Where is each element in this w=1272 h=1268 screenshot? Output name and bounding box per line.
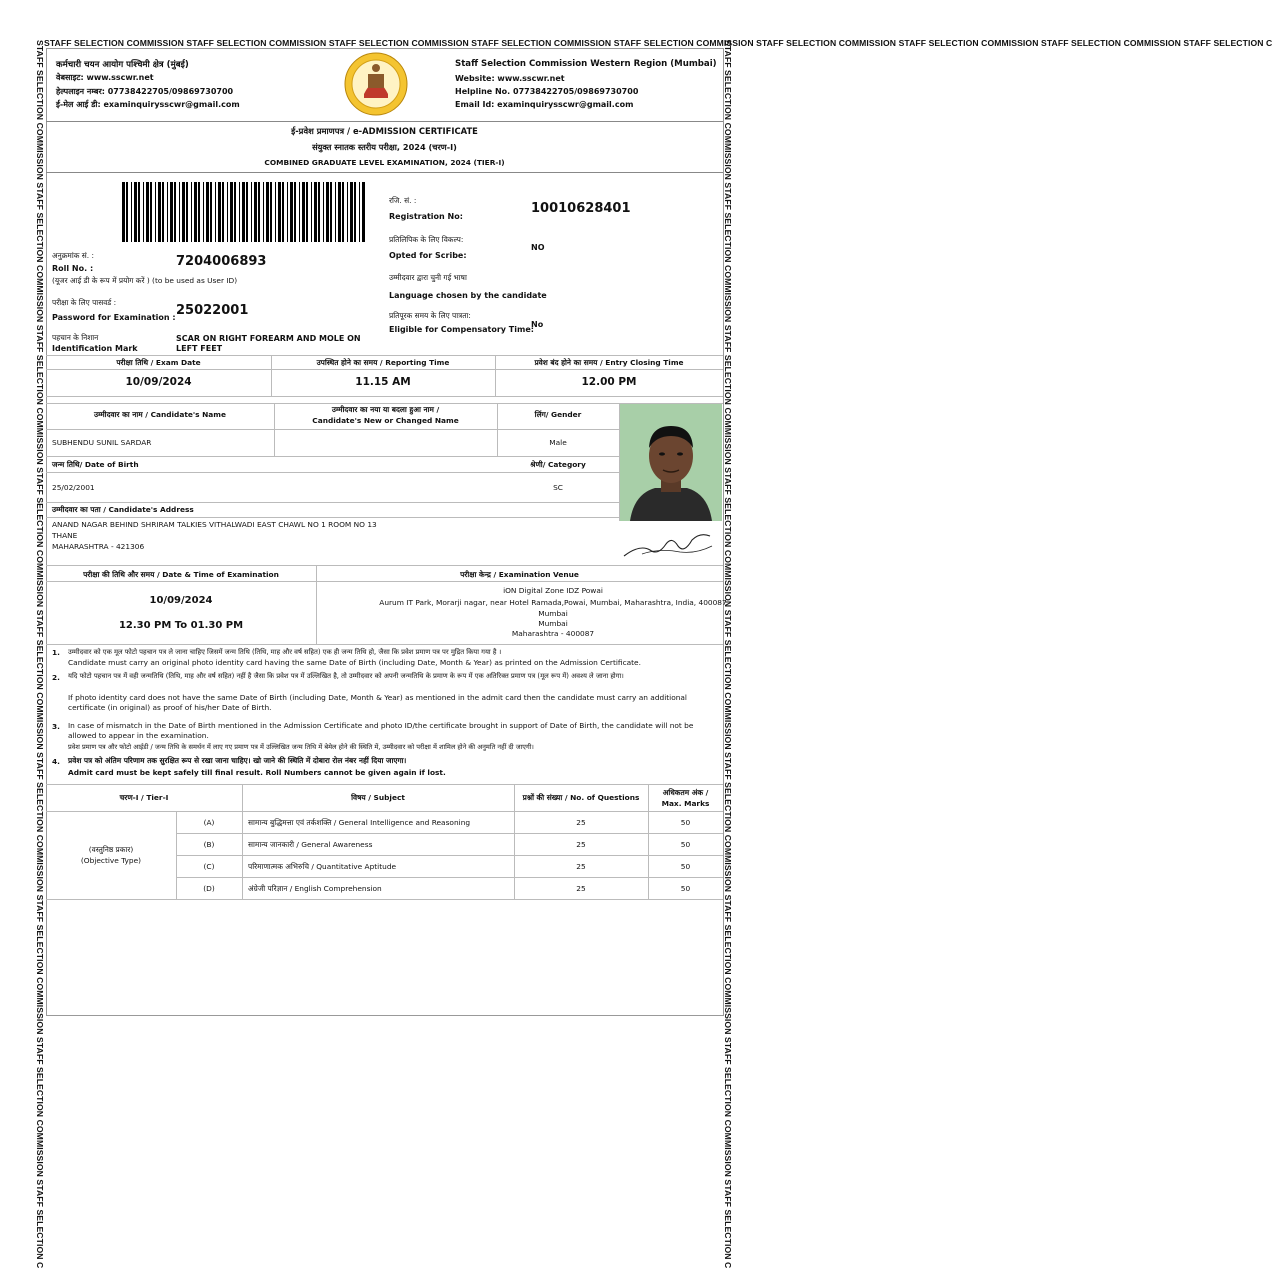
instruction-item: 3. In case of mismatch in the Date of Birth mentioned in the Admission Certificate and photo ID/the certificate brought in support of Date of Birth, the candidate will not be allowed to appear in the examination. प्रवेश प्रमाण पत्र और फोटो आईडी / जन्म तिथि के समर्थन में लाए गए प्रमाण पत्र में उल्लिखित जन्म तिथि में बेमेल होने की स्थिति में, उम्मीदवार को परीक्षा में शामिल होने की अनुमति नहीं दी जाएगी। — [52, 721, 694, 751]
table-row-marks: 50 — [680, 884, 691, 893]
address-line-3: MAHARASHTRA - 421306 — [52, 542, 145, 551]
reg-label-hindi: रजि. सं. : — [389, 196, 417, 205]
scribe-label: Opted for Scribe: — [389, 251, 467, 260]
idmark-label-hindi: पहचान के निशान — [52, 333, 99, 342]
table-row-subject: सामान्य बुद्धिमत्ता एवं तर्कशक्ति / General Intelligence and Reasoning — [248, 818, 471, 827]
table-row-questions: 25 — [576, 884, 586, 893]
entry-closing-label: प्रवेश बंद होने का समय / Entry Closing Time — [534, 358, 684, 367]
border-text-left: STAFF SELECTION COMMISSION STAFF SELECTION COMMISSION STAFF SELECTION COMMISSION STAFF SELECTION COMMISSION STAFF SELECTION COMMISSION STAFF SELECTION COMMISSION STAFF SELECTION COMMISSION STAFF SELECTION COMMISSION STAFF SELECTION C — [35, 40, 45, 1268]
gender-label: लिंग/ Gender — [534, 410, 582, 419]
venue-line-3: Mumbai — [538, 609, 568, 618]
scribe-label-hindi: प्रतिलिपिक के लिए विकल्प: — [389, 235, 464, 244]
table-row-questions: 25 — [576, 840, 586, 849]
hindi-website: वेबसाइट: www.sscwr.net — [56, 73, 154, 82]
roll-note: (यूजर आई डी के रूप में प्रयोग करें ) (to be used as User ID) — [52, 276, 238, 285]
exam-date-value: 10/09/2024 — [149, 595, 213, 606]
email: Email Id: examinquirysscwr@gmail.com — [455, 100, 634, 109]
password-label-hindi: परीक्षा के लिए पासवर्ड : — [52, 298, 117, 307]
new-name-label-2: Candidate's New or Changed Name — [312, 416, 459, 425]
idmark-label: Identification Mark — [52, 344, 138, 353]
emblem-logo — [344, 50, 408, 118]
max-marks-header: Max. Marks — [661, 799, 710, 808]
venue-line-1: iON Digital Zone IDZ Powai — [503, 586, 603, 595]
comp-label-hindi: प्रतिपूरक समय के लिए पात्रता: — [389, 311, 471, 320]
table-row-subject: परिमाणात्मक अभिरुचि / Quantitative Aptitude — [248, 862, 397, 871]
category-value: SC — [553, 483, 563, 492]
table-row-part: (C) — [203, 862, 215, 871]
roll-label: Roll No. : — [52, 264, 94, 273]
border-text-top: STAFF SELECTION COMMISSION STAFF SELECTION COMMISSION STAFF SELECTION COMMISSION STAFF SELECTION COMMISSION STAFF SELECTION COMMISSION STAFF SELECTION COMMISSION STAFF SELECTION COMMISSION STAFF SELECTION COMMISSION STAFF SELECTION C — [44, 38, 1272, 48]
instruction-item: 1. उम्मीदवार को एक मूल फोटो पहचान पत्र ले जाना चाहिए जिसमें जन्म तिथि (तिथि, माह और वर्ष सहित) एक ही जन्म तिथि हो, जैसा कि प्रवेश प्रमाण पत्र पर मुद्रित किया गया है । Candidate must carry an original photo identity card having the same Date of Birth (including Date, Month & Year) as printed on the Admission Certificate. — [52, 648, 641, 667]
venue-line-4: Mumbai — [538, 619, 568, 628]
scribe-value: NO — [531, 243, 545, 252]
venue-line-5: Maharashtra - 400087 — [511, 629, 595, 638]
barcode — [120, 182, 370, 244]
max-marks-header-hindi: अधिकतम अंक / — [662, 788, 709, 797]
entry-closing-time: 12.00 PM — [581, 376, 637, 388]
table-row-part: (D) — [203, 884, 215, 893]
name-label: उम्मीदवार का नाम / Candidate's Name — [93, 410, 227, 419]
subtitle-hindi: संयुक्त स्नातक स्तरीय परीक्षा, 2024 (चरण-I) — [312, 142, 457, 152]
exam-datetime-label: परीक्षा की तिथि और समय / Date & Time of Examination — [83, 570, 279, 579]
table-row-marks: 50 — [680, 840, 691, 849]
table-row-questions: 25 — [576, 818, 586, 827]
roll-number: 7204006893 — [176, 254, 267, 269]
password-label: Password for Examination : — [52, 313, 176, 322]
questions-header: प्रश्नों की संख्या / No. of Questions — [522, 793, 640, 802]
type-hindi: (वस्तुनिष्ठ प्रकार) — [88, 845, 134, 854]
table-row-part: (B) — [203, 840, 215, 849]
hindi-org-name: कर्मचारी चयन आयोग पश्चिमी क्षेत्र (मुंबई) — [56, 60, 189, 70]
candidate-photo — [620, 404, 722, 521]
dob-label: जन्म तिथि/ Date of Birth — [52, 460, 139, 469]
instructions — [52, 647, 716, 780]
helpline: Helpline No. 07738422705/09869730700 — [455, 87, 639, 96]
candidate-name: SUBHENDU SUNIL SARDAR — [52, 438, 152, 447]
subtitle: COMBINED GRADUATE LEVEL EXAMINATION, 2024 (TIER-I) — [264, 158, 505, 167]
exam-venue-label: परीक्षा केन्द्र / Examination Venue — [460, 570, 579, 579]
idmark-value: SCAR ON RIGHT FOREARM AND MOLE ON LEFT FEET — [176, 334, 361, 353]
address-label: उम्मीदवार का पता / Candidate's Address — [52, 505, 194, 514]
lang-label: Language chosen by the candidate — [389, 291, 547, 300]
type-english: (Objective Type) — [80, 856, 142, 865]
exam-date: 10/09/2024 — [125, 376, 192, 388]
registration-number: 10010628401 — [531, 201, 631, 216]
website: Website: www.sscwr.net — [455, 74, 565, 83]
comp-value: No — [531, 320, 544, 329]
table-row-marks: 50 — [680, 818, 691, 827]
roll-label-hindi: अनुक्रमांक सं. : — [52, 251, 94, 260]
category-label: श्रेणी/ Category — [530, 460, 586, 469]
subject-header: विषय / Subject — [351, 793, 405, 802]
venue-line-2: Aurum IT Park, Morarji nagar, near Hotel Ramada,Powai, Mumbai, Maharashtra, India, 400087 — [379, 598, 727, 607]
gender-value: Male — [549, 438, 567, 447]
lang-label-hindi: उम्मीदवार द्वारा चुनी गई भाषा — [389, 273, 467, 282]
table-row-part: (A) — [203, 818, 215, 827]
tier-header: चरण-I / Tier-I — [119, 793, 169, 802]
dob-value: 25/02/2001 — [52, 483, 95, 492]
new-name-label-1: उम्मीदवार का नया या बदला हुआ नाम / — [331, 405, 440, 414]
hindi-email: ई-मेल आई डी: examinquirysscwr@gmail.com — [56, 100, 240, 109]
hindi-helpline: हेल्पलाइन नम्बर: 07738422705/09869730700 — [56, 87, 234, 96]
password-value: 25022001 — [176, 303, 249, 318]
table-row-marks: 50 — [680, 862, 691, 871]
comp-label: Eligible for Compensatory Time: — [389, 325, 534, 334]
candidate-signature — [620, 526, 720, 562]
exam-time-value: 12.30 PM To 01.30 PM — [118, 620, 244, 631]
org-name: Staff Selection Commission Western Region (Mumbai) — [455, 59, 717, 69]
exam-date-label: परीक्षा तिथि / Exam Date — [116, 358, 201, 367]
reporting-time-label: उपस्थित होने का समय / Reporting Time — [316, 358, 450, 367]
address-line-2: THANE — [52, 531, 78, 540]
address-line-1: ANAND NAGAR BEHIND SHRIRAM TALKIES VITHALWADI EAST CHAWL NO 1 ROOM NO 13 — [52, 520, 377, 529]
table-row-questions: 25 — [576, 862, 586, 871]
reporting-time: 11.15 AM — [355, 376, 411, 388]
table-row-subject: सामान्य जानकारी / General Awareness — [248, 840, 373, 849]
page-title: ई-प्रवेश प्रमाणपत्र / e-ADMISSION CERTIFICATE — [291, 126, 478, 136]
instruction-item: 2. यदि फोटो पहचान पत्र में वही जन्मतिथि (तिथि, माह और वर्ष सहित) नहीं है जैसा कि प्रवेश पत्र में उल्लिखित है, तो उम्मीदवार को अपनी जन्मतिथि के प्रमाण के रूप में एक अतिरिक्त प्रमाण पत्र (मूल रूप में) अवश्य ले जाना होगा। If photo identity card does not have the same Date of Birth (including Date, Month & Year) as mentioned in the admit card then the candidate must carry an additional certificate (in original) as proof of his/her Date of Birth. — [52, 672, 687, 712]
border-text-right: STAFF SELECTION COMMISSION STAFF SELECTION COMMISSION STAFF SELECTION COMMISSION STAFF SELECTION COMMISSION STAFF SELECTION COMMISSION STAFF SELECTION COMMISSION STAFF SELECTION COMMISSION STAFF SELECTION COMMISSION STAFF SELECTION C — [723, 40, 733, 1268]
reg-label: Registration No: — [389, 212, 463, 221]
instruction-item: 4. प्रवेश पत्र को अंतिम परिणाम तक सुरक्षित रूप से रखा जाना चाहिए। खो जाने की स्थिति में दोबारा रोल नंबर नहीं दिया जाएगा। Admit card must be kept safely till final result. Roll Numbers cannot be given again if lost. — [52, 756, 446, 777]
table-row-subject: अंग्रेजी परिज्ञान / English Comprehension — [248, 884, 382, 893]
